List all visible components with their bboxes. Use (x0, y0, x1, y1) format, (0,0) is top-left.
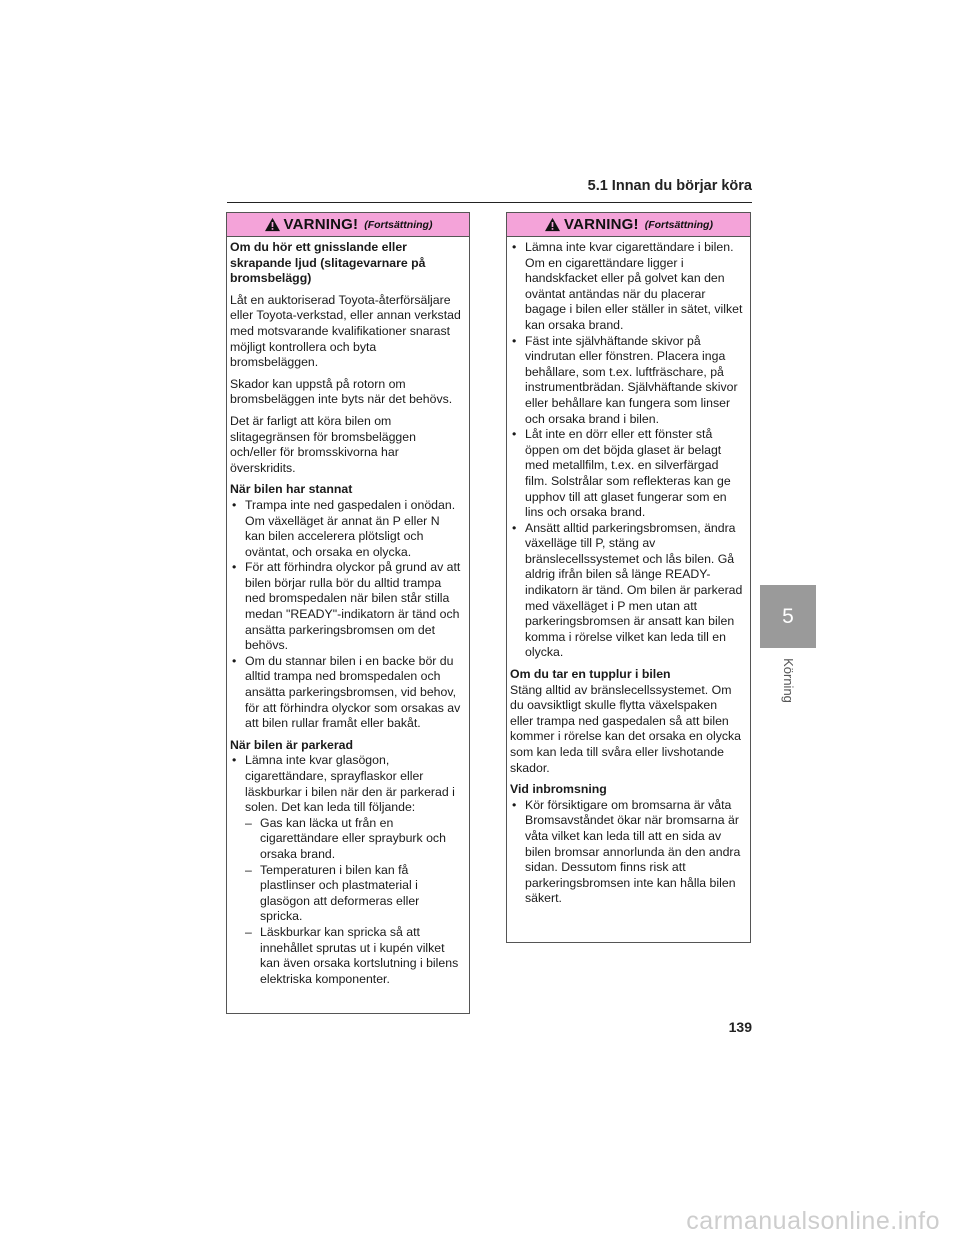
list-item-text: Lämna inte kvar glasögon, cigarettändare, sprayflaskor eller läskburkar i bilen när den är parkerad i solen. Det kan leda till följande: (245, 753, 455, 815)
list-item: • Trampa inte ned gaspedalen i onödan. Om växelläget är annat än P eller N kan bilen accelerera plötsligt och oväntat, och orsaka en olycka. (230, 498, 462, 560)
paragraph: Stäng alltid av bränslecellssystemet. Om du oavsiktligt skulle flytta växelspaken eller trampa ned gaspedalen så att bilen kommer i rörelse kan det orsaka en olycka som kan leda till svåra eller livshotande skador. (510, 682, 742, 775)
chapter-label-text: Körning (780, 657, 796, 703)
warning-body (227, 237, 469, 987)
heading-braking: Vid inbromsning (510, 782, 607, 797)
bullet-list (230, 498, 462, 732)
warning-header (507, 213, 750, 237)
warning-body (507, 237, 750, 907)
paragraph: Låt en auktoriserad Toyota-återförsäljare eller Toyota-verkstad, eller annan verkstad med motsvarande kvalifikationer snarast möjligt kontrollera och byta bromsbeläggen. (230, 292, 461, 370)
bullet-list (230, 753, 462, 987)
dash-item: – Gas kan läcka ut från en cigarettändare eller sprayburk och orsaka brand. (245, 816, 462, 863)
heading-brake-wear: Om du hör ett gnisslande eller skrapande ljud (slitagevarnare på bromsbelägg) (230, 240, 426, 286)
watermark: carmanualsonline.info (686, 1207, 940, 1235)
list-item: • Lämna inte kvar cigarettändare i bilen. Om en cigarettändare ligger i handskfacket eller på golvet kan den oväntat antändas när du placerar bagage i bilen eller ställer in sätet, vilket kan orsaka brand. (510, 240, 743, 334)
chapter-tab[interactable]: 5 (760, 585, 816, 648)
warning-title: VARNING! (283, 216, 359, 233)
heading-stopped: När bilen har stannat (230, 482, 353, 497)
list-item: • Ansätt alltid parkeringsbromsen, ändra växelläge till P, stäng av bränslecellssystemet och lås bilen. Gå aldrig ifrån bilen så länge READY-indikatorn är tänd. Om bilen är parkerad med växelläget i P men utan att parkeringsbromsen är ansatt kan bilen komma i rörelse vilket kan leda till en olycka. (510, 521, 743, 661)
warning-box-left (226, 212, 470, 1014)
heading-nap: Om du tar en tupplur i bilen (510, 667, 671, 682)
dash-list (245, 816, 462, 988)
paragraph: Det är farligt att köra bilen om slitagegränsen för bromsbeläggen och/eller för bromsskivorna har överskridits. (230, 413, 416, 475)
heading-parked: När bilen är parkerad (230, 737, 354, 752)
section-title: 5.1 Innan du börjar köra (587, 178, 752, 194)
dash-item: – Temperaturen i bilen kan få plastlinser och plastmaterial i glasögon att deformeras eller spricka. (245, 863, 462, 925)
warning-subtitle: (Fortsättning) (364, 218, 433, 231)
warning-triangle-icon (544, 217, 561, 232)
paragraph: Skador kan uppstå på rotorn om bromsbeläggen inte byts när det behövs. (230, 376, 453, 407)
warning-triangle-icon (264, 217, 281, 232)
warning-header (227, 213, 469, 237)
dash-item: – Läskburkar kan spricka så att innehållet sprutas ut i kupén vilket kan även orsaka kortslutning i bilens elektriska komponenter. (245, 925, 462, 987)
list-item: • Om du stannar bilen i en backe bör du alltid trampa ned bromspedalen och ansätta parkeringsbromsen, vid behov, för att förhindra olyckor som orsakas av att bilen rullar framåt eller bakåt. (230, 654, 462, 732)
list-item: • För att förhindra olyckor på grund av att bilen börjar rulla bör du alltid trampa ned bromspedalen när bilen står stilla medan "READY"-indikatorn är tänd och ansätta parkeringsbromsen om det behövs. (230, 560, 462, 654)
page-number: 139 (728, 1019, 752, 1035)
warning-box-right (506, 212, 751, 943)
list-item (230, 753, 462, 987)
list-item: • Kör försiktigare om bromsarna är våta Bromsavståndet ökar när bromsarna är våta vilket kan leda till att en sida av bilen bromsar annorlunda än den andra sidan. Dessutom finns risk att parkeringsbromsen inte kan hålla bilen säkert. (510, 798, 743, 907)
list-item: • Låt inte en dörr eller ett fönster stå öppen om det böjda glaset är belagt med metallfilm, t.ex. en silverfärgad film. Solstrålar som reflekteras kan ge upphov till att glaset fungerar som en lins och orsaka brand. (510, 427, 743, 521)
bullet-list (510, 240, 743, 661)
list-item: • Fäst inte självhäftande skivor på vindrutan eller fönstren. Placera inga behållare, som t.ex. luftfräschare, på instrumentbrädan. Självhäftande skivor eller behållare kan fungera som linser och orsaka brand i bilen. (510, 334, 743, 428)
bullet-list (510, 798, 743, 907)
warning-subtitle: (Fortsättning) (644, 218, 713, 231)
chapter-label (768, 650, 808, 710)
section-header (227, 178, 752, 203)
warning-title: VARNING! (564, 216, 639, 233)
